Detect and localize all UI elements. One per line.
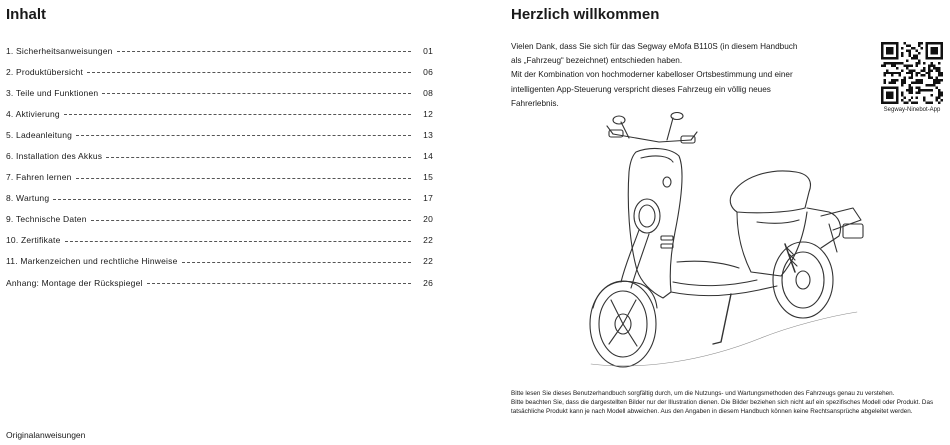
toc-entry-page: 13 xyxy=(423,129,433,140)
intro-line: Mit der Kombination von hochmoderner kabelloser Ortsbestimmung und einer xyxy=(511,70,793,80)
toc-title: Inhalt xyxy=(6,6,46,23)
toc-dot-leader xyxy=(91,220,411,221)
qr-code-label: Segway-Ninebot-App xyxy=(883,107,941,113)
toc-dot-leader xyxy=(147,283,411,284)
usage-note: Bitte lesen Sie dieses Benutzerhandbuch sorgfältig durch, um die Nutzungs- und Wartungsmethoden des Fahrzeugs genau zu verstehen. xyxy=(511,390,895,397)
notes-text xyxy=(511,390,943,416)
toc-dot-leader xyxy=(65,241,412,242)
rear-wheel xyxy=(773,242,833,318)
toc-entry[interactable] xyxy=(6,188,433,209)
toc-dot-leader xyxy=(182,262,411,263)
toc-dot-leader xyxy=(53,199,411,200)
toc-entry[interactable] xyxy=(6,40,433,61)
toc-entry-label: 3. Teile und Funktionen xyxy=(6,87,99,98)
intro-line: als „Fahrzeug“ bezeichnet) entschieden haben. xyxy=(511,56,683,66)
table-of-contents xyxy=(6,40,433,293)
toc-entry-label: 5. Ladeanleitung xyxy=(6,129,73,140)
original-instructions-label: Originalanweisungen xyxy=(6,430,86,440)
toc-dot-leader xyxy=(117,51,411,52)
toc-dot-leader xyxy=(87,72,411,73)
welcome-title: Herzlich willkommen xyxy=(511,6,660,23)
toc-entry-page: 08 xyxy=(423,87,433,98)
toc-entry[interactable] xyxy=(6,167,433,188)
electric-scooter-illustration xyxy=(581,112,881,374)
toc-entry-label: Anhang: Montage der Rückspiegel xyxy=(6,277,143,288)
toc-entry[interactable] xyxy=(6,209,433,230)
toc-entry-label: 2. Produktübersicht xyxy=(6,66,84,77)
toc-dot-leader xyxy=(76,178,411,179)
illustration-disclaimer: Bitte beachten Sie, dass die dargestellten Bilder nur der Illustration dienen. Die Bilder beziehen sich nicht auf ein spezifisches Modell oder Produkt. Das tatsächliche Produkt kann je nach Modell abweichen. Aus den Angaben in diesem Handbuch können keine Rechtsansprüche abgeleitet werden. xyxy=(511,398,934,415)
intro-line: Vielen Dank, dass Sie sich für das Segway eMofa B110S (in diesem Handbuch xyxy=(511,42,798,51)
left-page xyxy=(0,0,460,445)
toc-entry-label: 7. Fahren lernen xyxy=(6,172,72,183)
toc-entry-label: 11. Markenzeichen und rechtliche Hinweise xyxy=(6,256,178,267)
rear-rack xyxy=(821,208,863,252)
toc-entry[interactable] xyxy=(6,272,433,293)
toc-entry-label: 1. Sicherheitsanweisungen xyxy=(6,45,113,56)
toc-entry-label: 6. Installation des Akkus xyxy=(6,151,103,162)
toc-entry-page: 22 xyxy=(423,256,433,267)
toc-entry-label: 8. Wartung xyxy=(6,193,50,204)
toc-entry-label: 10. Zertifikate xyxy=(6,235,61,246)
intro-line: Fahrerlebnis. xyxy=(511,98,559,108)
toc-entry-label: 4. Aktivierung xyxy=(6,108,60,119)
toc-entry[interactable] xyxy=(6,61,433,82)
toc-entry-page: 20 xyxy=(423,214,433,225)
right-page xyxy=(505,0,950,445)
toc-entry-page: 15 xyxy=(423,172,433,183)
toc-dot-leader xyxy=(106,157,411,158)
toc-entry[interactable] xyxy=(6,103,433,124)
toc-entry-page: 26 xyxy=(423,277,433,288)
front-body xyxy=(628,149,682,298)
toc-entry[interactable] xyxy=(6,230,433,251)
toc-entry-label: 9. Technische Daten xyxy=(6,214,87,225)
toc-dot-leader xyxy=(102,93,411,94)
intro-line: intelligenten App-Steuerung verspricht dieses Fahrzeug ein völlig neues xyxy=(511,84,771,94)
toc-entry[interactable] xyxy=(6,251,433,272)
toc-entry-page: 12 xyxy=(423,108,433,119)
toc-entry[interactable] xyxy=(6,124,433,145)
toc-entry-page: 14 xyxy=(423,151,433,162)
toc-dot-leader xyxy=(76,135,411,136)
toc-entry[interactable] xyxy=(6,82,433,103)
toc-entry-page: 22 xyxy=(423,235,433,246)
qr-code-icon xyxy=(881,42,943,104)
intro-text xyxy=(511,40,856,111)
toc-dot-leader xyxy=(64,114,411,115)
seat xyxy=(730,171,840,276)
toc-entry-page: 17 xyxy=(423,193,433,204)
toc-entry-page: 01 xyxy=(423,45,433,56)
app-qr-code[interactable] xyxy=(879,42,945,113)
toc-entry-page: 06 xyxy=(423,66,433,77)
handlebar xyxy=(607,113,697,144)
toc-entry[interactable] xyxy=(6,145,433,166)
